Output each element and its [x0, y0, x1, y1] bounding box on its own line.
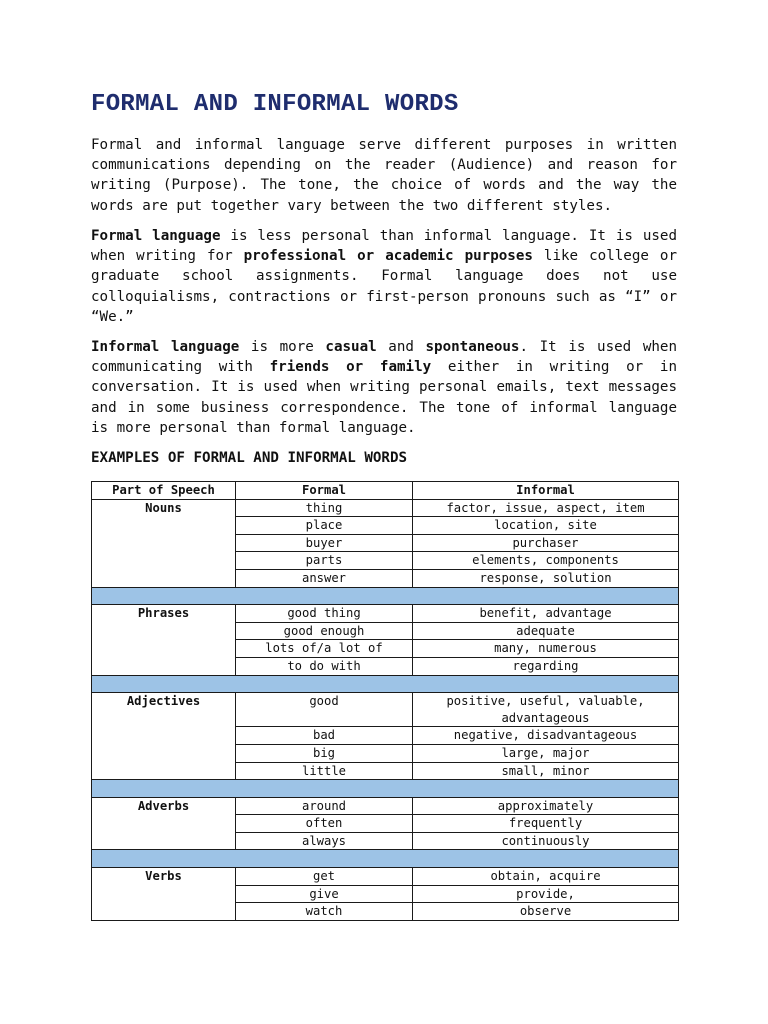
formal-language-paragraph [91, 226, 677, 327]
informal-cell: location, site [413, 517, 679, 535]
informal-cell: continuously [413, 832, 679, 850]
table-header-row [92, 482, 679, 500]
category-cell: Verbs [92, 868, 236, 921]
formal-cell: good enough [236, 622, 413, 640]
informal-cell: positive, useful, valuable, advantageous [413, 693, 679, 727]
formal-cell: around [236, 797, 413, 815]
formal-text-2: like college or graduate school assignments. Formal language does not use colloquialisms, contractions or first-person pronouns such as “I” or “We.” [91, 248, 677, 325]
formal-cell: good [236, 693, 413, 727]
informal-cell: approximately [413, 797, 679, 815]
table-row [92, 797, 679, 815]
category-cell: Adverbs [92, 797, 236, 850]
section-title: EXAMPLES OF FORMAL AND INFORMAL WORDS [91, 450, 408, 466]
formal-cell: place [236, 517, 413, 535]
group-separator [92, 780, 679, 798]
group-separator [92, 587, 679, 605]
spontaneous-emphasis: spontaneous [425, 339, 520, 355]
formal-cell: lots of/a lot of [236, 640, 413, 658]
table-row [92, 499, 679, 517]
formal-cell: always [236, 832, 413, 850]
casual-emphasis: casual [325, 339, 377, 355]
formal-cell: watch [236, 903, 413, 921]
group-separator [92, 850, 679, 868]
informal-cell: large, major [413, 744, 679, 762]
informal-cell: frequently [413, 815, 679, 833]
informal-text-2: and [376, 339, 426, 355]
formal-cell: often [236, 815, 413, 833]
formal-cell: get [236, 868, 413, 886]
informal-term: Informal language [91, 339, 240, 355]
group-separator-row [92, 587, 679, 605]
informal-text-1: is more [239, 339, 326, 355]
formal-term: Formal language [91, 228, 221, 244]
header-formal: Formal [236, 482, 413, 500]
formal-cell: thing [236, 499, 413, 517]
formal-emphasis: professional or academic purposes [243, 248, 533, 265]
informal-cell: adequate [413, 622, 679, 640]
header-informal: Informal [413, 482, 679, 500]
header-part-of-speech: Part of Speech [92, 482, 236, 500]
formal-cell: good thing [236, 605, 413, 623]
formal-cell: big [236, 744, 413, 762]
informal-cell: many, numerous [413, 640, 679, 658]
group-separator-row [92, 780, 679, 798]
formal-text-1: is less personal than informal language. It is used when writing for [91, 228, 677, 265]
informal-cell: small, minor [413, 762, 679, 780]
informal-cell: benefit, advantage [413, 605, 679, 623]
formal-cell: answer [236, 569, 413, 587]
informal-cell: negative, disadvantageous [413, 727, 679, 745]
group-separator-row [92, 675, 679, 693]
informal-text-3: . It is used when communicating with [91, 339, 677, 376]
word-examples-table [91, 481, 679, 921]
formal-cell: give [236, 885, 413, 903]
informal-cell: obtain, acquire [413, 868, 679, 886]
table-row [92, 605, 679, 623]
group-separator-row [92, 850, 679, 868]
table-row [92, 868, 679, 886]
table-row [92, 693, 679, 727]
informal-cell: response, solution [413, 569, 679, 587]
informal-cell: elements, components [413, 552, 679, 570]
category-cell: Adjectives [92, 693, 236, 780]
informal-language-paragraph [91, 337, 677, 438]
intro-paragraph: Formal and informal language serve different purposes in written communications depending on the reader (Audience) and reason for writing (Purpose). The tone, the choice of words and the way the words are put together vary between the two different styles. [91, 137, 677, 214]
informal-cell: regarding [413, 657, 679, 675]
informal-cell: purchaser [413, 534, 679, 552]
formal-cell: to do with [236, 657, 413, 675]
formal-cell: bad [236, 727, 413, 745]
informal-cell: provide, [413, 885, 679, 903]
category-cell: Phrases [92, 605, 236, 675]
formal-cell: little [236, 762, 413, 780]
informal-cell: factor, issue, aspect, item [413, 499, 679, 517]
formal-cell: parts [236, 552, 413, 570]
friends-emphasis: friends or family [269, 359, 432, 376]
informal-text-4: either in writing or in conversation. It is used when writing personal emails, text messages and in some business correspondence. The tone of informal language is more personal than formal language. [91, 359, 677, 436]
formal-cell: buyer [236, 534, 413, 552]
informal-cell: observe [413, 903, 679, 921]
category-cell: Nouns [92, 499, 236, 587]
group-separator [92, 675, 679, 693]
page-title: FORMAL AND INFORMAL WORDS [91, 91, 459, 118]
